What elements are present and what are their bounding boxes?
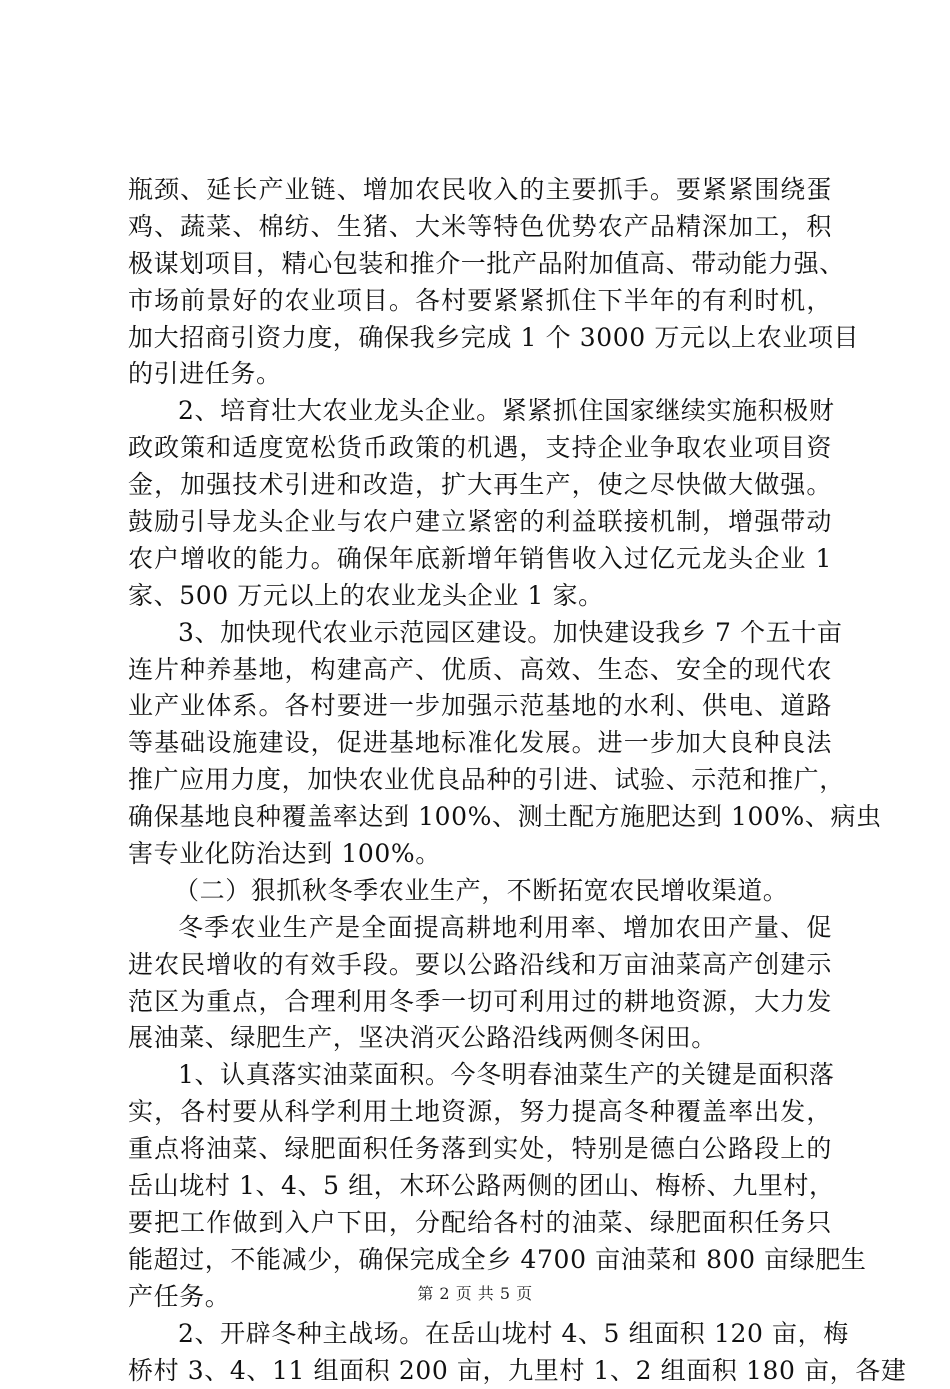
text-line: 要把工作做到入户下田，分配给各村的油菜、绿肥面积任务只 [128, 1205, 832, 1242]
section-heading: （二）狠抓秋冬季农业生产，不断拓宽农民增收渠道。 [128, 873, 832, 910]
text-line: 能超过，不能减少，确保完成全乡 4700 亩油菜和 800 亩绿肥生 [128, 1242, 832, 1279]
text-line: 业产业体系。各村要进一步加强示范基地的水利、供电、道路 [128, 688, 832, 725]
text-line: 加大招商引资力度，确保我乡完成 1 个 3000 万元以上农业项目 [128, 320, 832, 357]
text-line: 鼓励引导龙头企业与农户建立紧密的利益联接机制，增强带动 [128, 504, 832, 541]
text-line: 2、开辟冬种主战场。在岳山垅村 4、5 组面积 120 亩，梅 [128, 1316, 832, 1353]
text-line: 2、培育壮大农业龙头企业。紧紧抓住国家继续实施积极财 [128, 393, 832, 430]
text-line: 市场前景好的农业项目。各村要紧紧抓住下半年的有利时机， [128, 283, 832, 320]
text-line: 金，加强技术引进和改造，扩大再生产，使之尽快做大做强。 [128, 467, 832, 504]
text-line: 的引进任务。 [128, 356, 832, 393]
page-number-footer: 第 2 页 共 5 页 [0, 1283, 950, 1305]
text-line: 政政策和适度宽松货币政策的机遇，支持企业争取农业项目资 [128, 430, 832, 467]
text-line: 岳山垅村 1、4、5 组，木环公路两侧的团山、梅桥、九里村， [128, 1168, 832, 1205]
text-line: 瓶颈、延长产业链、增加农民收入的主要抓手。要紧紧围绕蛋 [128, 172, 832, 209]
text-line: 实，各村要从科学利用土地资源，努力提高冬种覆盖率出发， [128, 1094, 832, 1131]
text-line: 鸡、蔬菜、棉纺、生猪、大米等特色优势农产品精深加工，积 [128, 209, 832, 246]
text-line: 进农民增收的有效手段。要以公路沿线和万亩油菜高产创建示 [128, 947, 832, 984]
text-line: 3、加快现代农业示范园区建设。加快建设我乡 7 个五十亩 [128, 615, 832, 652]
text-line: 1、认真落实油菜面积。今冬明春油菜生产的关键是面积落 [128, 1057, 832, 1094]
text-line: 范区为重点，合理利用冬季一切可利用过的耕地资源，大力发 [128, 984, 832, 1021]
text-line: 农户增收的能力。确保年底新增年销售收入过亿元龙头企业 1 [128, 541, 832, 578]
text-line: 等基础设施建设，促进基地标准化发展。进一步加大良种良法 [128, 725, 832, 762]
text-line: 桥村 3、4、11 组面积 200 亩，九里村 1、2 组面积 180 亩，各建 [128, 1353, 832, 1389]
text-line: 冬季农业生产是全面提高耕地利用率、增加农田产量、促 [128, 910, 832, 947]
body-text [128, 172, 832, 1389]
text-line: 产任务。 [128, 1279, 832, 1316]
text-line: 害专业化防治达到 100%。 [128, 836, 832, 873]
text-line: 确保基地良种覆盖率达到 100%、测土配方施肥达到 100%、病虫 [128, 799, 832, 836]
text-line: 连片种养基地，构建高产、优质、高效、生态、安全的现代农 [128, 652, 832, 689]
text-line: 展油菜、绿肥生产，坚决消灭公路沿线两侧冬闲田。 [128, 1020, 832, 1057]
text-line: 极谋划项目，精心包装和推介一批产品附加值高、带动能力强、 [128, 246, 832, 283]
text-line: 重点将油菜、绿肥面积任务落到实处，特别是德白公路段上的 [128, 1131, 832, 1168]
text-line: 推广应用力度，加快农业优良品种的引进、试验、示范和推广， [128, 762, 832, 799]
text-line: 家、500 万元以上的农业龙头企业 1 家。 [128, 578, 832, 615]
